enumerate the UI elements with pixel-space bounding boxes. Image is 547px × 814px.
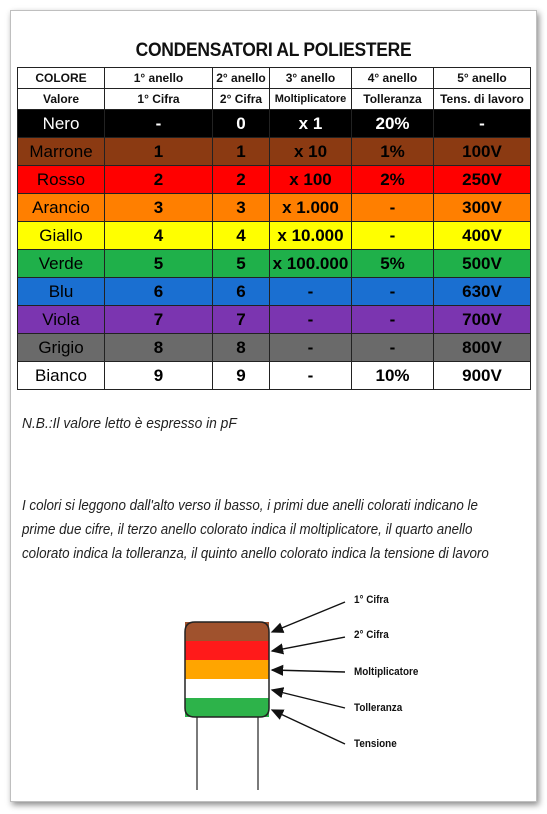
table-cell: 3: [213, 194, 270, 222]
arrow-voltage: [272, 710, 345, 744]
table-cell: 1%: [352, 138, 434, 166]
table-cell: 1: [105, 138, 213, 166]
diagram-label-2nd-digit: 2° Cifra: [354, 629, 389, 641]
table-cell: 2%: [352, 166, 434, 194]
capacitor-band-2: [185, 641, 269, 660]
table-cell: 6: [213, 278, 270, 306]
color-name-cell: Marrone: [18, 138, 105, 166]
header-cell: COLORE: [18, 68, 105, 89]
table-cell: 0: [213, 110, 270, 138]
table-cell: -: [105, 110, 213, 138]
header-cell: 5° anello: [434, 68, 531, 89]
color-name-cell: Nero: [18, 110, 105, 138]
diagram-label-multiplier: Moltiplicatore: [354, 666, 419, 678]
header-cell: 1° Cifra: [105, 89, 213, 110]
table-cell: 7: [105, 306, 213, 334]
table-cell: 100V: [434, 138, 531, 166]
color-name-cell: Grigio: [18, 334, 105, 362]
table-cell: -: [352, 194, 434, 222]
table-cell: 300V: [434, 194, 531, 222]
table-cell: x 100: [270, 166, 352, 194]
capacitor-band-4: [185, 679, 269, 698]
table-cell: 2: [105, 166, 213, 194]
table-cell: 9: [213, 362, 270, 390]
table-cell: x 1: [270, 110, 352, 138]
arrow-multiplier: [272, 670, 345, 672]
table-cell: x 10.000: [270, 222, 352, 250]
table-cell: 500V: [434, 250, 531, 278]
table-cell: -: [270, 334, 352, 362]
header-cell: 4° anello: [352, 68, 434, 89]
header-cell: Valore: [18, 89, 105, 110]
header-cell: 1° anello: [105, 68, 213, 89]
table-cell: 3: [105, 194, 213, 222]
table-cell: -: [352, 306, 434, 334]
table-cell: 8: [105, 334, 213, 362]
table-cell: x 1.000: [270, 194, 352, 222]
diagram-label-tolerance: Tolleranza: [354, 702, 403, 714]
capacitor-band-1: [185, 622, 269, 641]
diagram-label-voltage: Tensione: [354, 738, 397, 750]
color-name-cell: Bianco: [18, 362, 105, 390]
capacitor-band-3: [185, 660, 269, 679]
table-cell: -: [270, 362, 352, 390]
arrow-2nd-digit: [272, 637, 345, 651]
table-cell: -: [352, 222, 434, 250]
header-cell: Tolleranza: [352, 89, 434, 110]
table-cell: x 100.000: [270, 250, 352, 278]
table-cell: 5: [213, 250, 270, 278]
table-cell: 800V: [434, 334, 531, 362]
page-title: CONDENSATORI AL POLIESTERE: [135, 40, 412, 61]
header-cell: 2° anello: [213, 68, 270, 89]
table-cell: 20%: [352, 110, 434, 138]
table-cell: 250V: [434, 166, 531, 194]
table-cell: 630V: [434, 278, 531, 306]
table-cell: 10%: [352, 362, 434, 390]
color-name-cell: Rosso: [18, 166, 105, 194]
table-cell: 5%: [352, 250, 434, 278]
table-cell: 4: [213, 222, 270, 250]
capacitor-band-5: [185, 698, 269, 717]
color-name-cell: Verde: [18, 250, 105, 278]
header-cell: 3° anello: [270, 68, 352, 89]
arrow-1st-digit: [272, 602, 345, 632]
table-cell: -: [434, 110, 531, 138]
header-cell: Tens. di lavoro: [434, 89, 531, 110]
table-cell: -: [270, 278, 352, 306]
color-name-cell: Viola: [18, 306, 105, 334]
table-cell: 6: [105, 278, 213, 306]
table-cell: 8: [213, 334, 270, 362]
paragraph-line: colorato indica la tolleranza, il quinto anello colorato indica la tensione di lavoro: [22, 545, 489, 562]
color-name-cell: Blu: [18, 278, 105, 306]
paragraph-line: I colori si leggono dall'alto verso il basso, i primi due anelli colorati indicano le: [22, 497, 478, 514]
table-cell: 7: [213, 306, 270, 334]
arrow-tolerance: [272, 690, 345, 708]
color-name-cell: Arancio: [18, 194, 105, 222]
table-cell: 9: [105, 362, 213, 390]
table-cell: 2: [213, 166, 270, 194]
table-cell: 1: [213, 138, 270, 166]
table-cell: 900V: [434, 362, 531, 390]
table-cell: x 10: [270, 138, 352, 166]
note-text: N.B.:Il valore letto è espresso in pF: [22, 415, 237, 432]
diagram-label-1st-digit: 1° Cifra: [354, 594, 389, 606]
table-cell: 700V: [434, 306, 531, 334]
table-cell: -: [352, 278, 434, 306]
table-cell: 5: [105, 250, 213, 278]
table-cell: 4: [105, 222, 213, 250]
table-cell: -: [270, 306, 352, 334]
table-cell: -: [352, 334, 434, 362]
paragraph-line: prime due cifre, il terzo anello colorato indica il moltiplicatore, il quarto anello: [22, 521, 473, 538]
header-cell: 2° Cifra: [213, 89, 270, 110]
color-name-cell: Giallo: [18, 222, 105, 250]
table-cell: 400V: [434, 222, 531, 250]
header-cell: Moltiplicatore: [270, 89, 352, 110]
